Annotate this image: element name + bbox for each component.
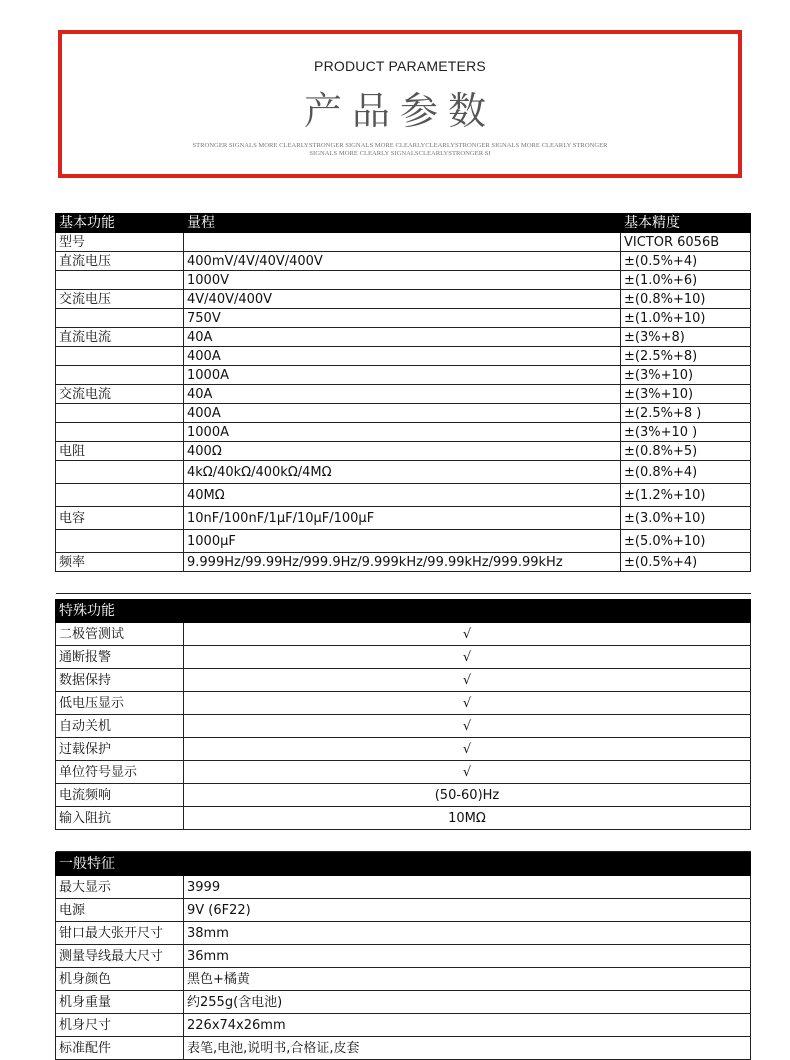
table-row [56, 423, 751, 442]
value-cell: 226x74x26mm [184, 1014, 751, 1037]
function-cell [56, 484, 184, 507]
function-cell: 交流电压 [56, 290, 184, 309]
section-header: 一般特征 [56, 853, 751, 876]
table-row [56, 553, 751, 572]
table-row [56, 328, 751, 347]
feature-cell: 机身尺寸 [56, 1014, 184, 1037]
range-cell: 750V [184, 309, 621, 328]
table-row [56, 646, 751, 669]
banner-title-en: PRODUCT PARAMETERS [314, 58, 486, 74]
table-row [56, 669, 751, 692]
feature-cell: 自动关机 [56, 715, 184, 738]
function-cell [56, 347, 184, 366]
value-cell: 10MΩ [184, 807, 751, 830]
table-row [56, 945, 751, 968]
feature-cell: 低电压显示 [56, 692, 184, 715]
function-cell [56, 309, 184, 328]
feature-cell: 输入阻抗 [56, 807, 184, 830]
function-cell: 交流电流 [56, 385, 184, 404]
table-row [56, 784, 751, 807]
table-row [56, 290, 751, 309]
table-row [56, 442, 751, 461]
table-row [56, 507, 751, 530]
accuracy-cell: ±(0.8%+4) [621, 461, 751, 484]
table-row [56, 252, 751, 271]
table-row [56, 738, 751, 761]
table-row [56, 692, 751, 715]
accuracy-cell: ±(2.5%+8) [621, 347, 751, 366]
value-cell: 表笔,电池,说明书,合格证,皮套 [184, 1037, 751, 1060]
function-cell: 直流电流 [56, 328, 184, 347]
function-cell [56, 404, 184, 423]
accuracy-cell: VICTOR 6056B [621, 233, 751, 252]
feature-cell: 通断报警 [56, 646, 184, 669]
function-cell [56, 530, 184, 553]
range-cell: 1000A [184, 366, 621, 385]
range-cell: 1000A [184, 423, 621, 442]
feature-cell: 机身颜色 [56, 968, 184, 991]
accuracy-cell: ±(0.8%+5) [621, 442, 751, 461]
range-cell: 40MΩ [184, 484, 621, 507]
table-row [56, 233, 751, 252]
table-row [56, 1014, 751, 1037]
table-row [56, 1037, 751, 1060]
feature-cell: 过载保护 [56, 738, 184, 761]
feature-cell: 电流频响 [56, 784, 184, 807]
feature-cell: 单位符号显示 [56, 761, 184, 784]
function-cell: 电阻 [56, 442, 184, 461]
banner-title-cn: 产品参数 [303, 89, 496, 133]
value-cell: √ [184, 692, 751, 715]
range-cell: 4kΩ/40kΩ/400kΩ/4MΩ [184, 461, 621, 484]
table-header-row [56, 853, 751, 876]
accuracy-cell: ±(5.0%+10) [621, 530, 751, 553]
value-cell: 约255g(含电池) [184, 991, 751, 1014]
accuracy-cell: ±(3.0%+10) [621, 507, 751, 530]
value-cell: 3999 [184, 876, 751, 899]
special-functions-table [55, 599, 751, 852]
accuracy-cell: ±(3%+10) [621, 385, 751, 404]
table-row [56, 968, 751, 991]
table-row [56, 761, 751, 784]
range-cell: 1000μF [184, 530, 621, 553]
spacer-row [56, 572, 751, 594]
table-row [56, 715, 751, 738]
table-row [56, 385, 751, 404]
table-row [56, 461, 751, 484]
range-cell: 4V/40V/400V [184, 290, 621, 309]
feature-cell: 标准配件 [56, 1037, 184, 1060]
value-cell: 36mm [184, 945, 751, 968]
range-cell: 400mV/4V/40V/400V [184, 252, 621, 271]
table-row [56, 347, 751, 366]
table-row [56, 404, 751, 423]
table-row [56, 922, 751, 945]
range-cell: 400Ω [184, 442, 621, 461]
accuracy-cell: ±(3%+8) [621, 328, 751, 347]
accuracy-cell: ±(3%+10 ) [621, 423, 751, 442]
value-cell: √ [184, 669, 751, 692]
banner-tagline: STRONGER SIGNALS MORE CLEARLYSTRONGER SIGNALS MORE CLEARLYCLEARLYSTRONGER SIGNALS MORE CLEARLY STRONGER SIGNALS MORE CLEARLY SIGNALSCLEARLYSTRONGER SI [192, 142, 608, 157]
table-row [56, 991, 751, 1014]
accuracy-cell: ±(1.0%+6) [621, 271, 751, 290]
accuracy-cell: ±(1.0%+10) [621, 309, 751, 328]
feature-cell: 电源 [56, 899, 184, 922]
range-cell: 1000V [184, 271, 621, 290]
range-cell: 40A [184, 328, 621, 347]
range-cell [184, 233, 621, 252]
table-row [56, 271, 751, 290]
value-cell: √ [184, 623, 751, 646]
accuracy-cell: ±(0.5%+4) [621, 252, 751, 271]
basic-functions-table [55, 213, 751, 594]
range-cell: 9.999Hz/99.99Hz/999.9Hz/9.999kHz/99.99kHz/999.99kHz [184, 553, 621, 572]
value-cell: √ [184, 761, 751, 784]
function-cell: 直流电压 [56, 252, 184, 271]
function-cell: 频率 [56, 553, 184, 572]
range-cell: 400A [184, 347, 621, 366]
table-row [56, 309, 751, 328]
feature-cell: 二极管测试 [56, 623, 184, 646]
range-cell: 40A [184, 385, 621, 404]
feature-cell: 机身重量 [56, 991, 184, 1014]
accuracy-cell: ±(2.5%+8 ) [621, 404, 751, 423]
general-features-table [55, 852, 751, 1060]
header-banner [58, 30, 742, 178]
header-cell: 量程 [184, 214, 621, 233]
table-row [56, 876, 751, 899]
function-cell [56, 461, 184, 484]
function-cell [56, 271, 184, 290]
table-header-row [56, 600, 751, 623]
table-row [56, 623, 751, 646]
table-row [56, 484, 751, 507]
header-cell: 基本功能 [56, 214, 184, 233]
table-row [56, 899, 751, 922]
table-row [56, 530, 751, 553]
accuracy-cell: ±(1.2%+10) [621, 484, 751, 507]
spacer-row [56, 830, 751, 852]
range-cell: 400A [184, 404, 621, 423]
feature-cell: 数据保持 [56, 669, 184, 692]
value-cell: √ [184, 738, 751, 761]
value-cell: √ [184, 646, 751, 669]
function-cell: 型号 [56, 233, 184, 252]
feature-cell: 最大显示 [56, 876, 184, 899]
table-header-row [56, 214, 751, 233]
table-row [56, 366, 751, 385]
feature-cell: 钳口最大张开尺寸 [56, 922, 184, 945]
section-header: 特殊功能 [56, 600, 751, 623]
feature-cell: 测量导线最大尺寸 [56, 945, 184, 968]
value-cell: 9V (6F22) [184, 899, 751, 922]
accuracy-cell: ±(3%+10) [621, 366, 751, 385]
value-cell: 黑色+橘黄 [184, 968, 751, 991]
function-cell: 电容 [56, 507, 184, 530]
value-cell: (50-60)Hz [184, 784, 751, 807]
function-cell [56, 423, 184, 442]
function-cell [56, 366, 184, 385]
value-cell: √ [184, 715, 751, 738]
value-cell: 38mm [184, 922, 751, 945]
table-row [56, 807, 751, 830]
accuracy-cell: ±(0.5%+4) [621, 553, 751, 572]
range-cell: 10nF/100nF/1μF/10μF/100μF [184, 507, 621, 530]
accuracy-cell: ±(0.8%+10) [621, 290, 751, 309]
header-cell: 基本精度 [621, 214, 751, 233]
